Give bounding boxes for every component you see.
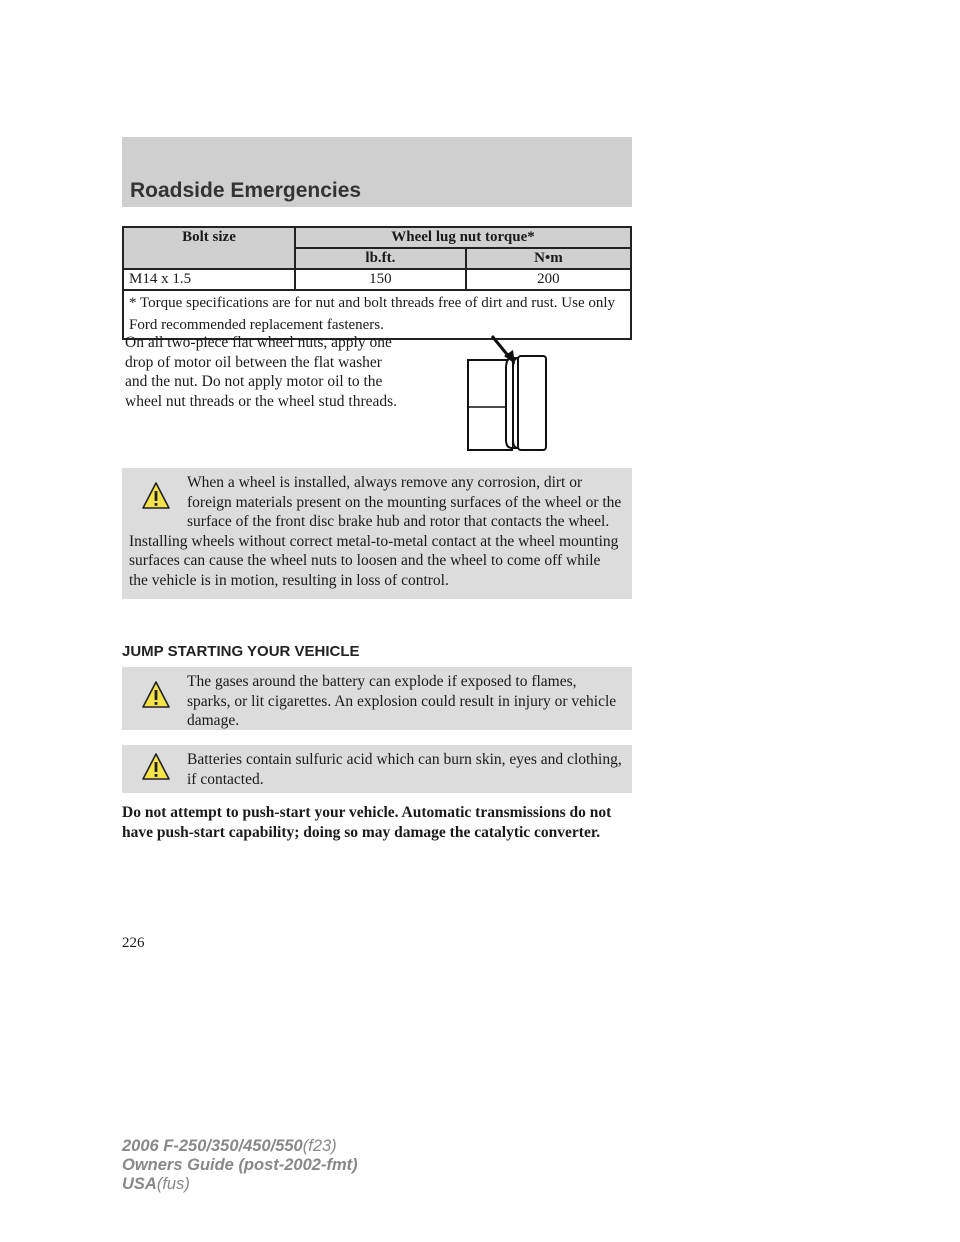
warning-box-battery-acid — [122, 745, 632, 793]
footer-line-region: USA(fus) — [122, 1175, 190, 1193]
torque-table — [122, 226, 632, 340]
warning-triangle-icon — [141, 752, 171, 782]
document-footer — [122, 1137, 358, 1194]
warning-triangle-icon — [141, 680, 171, 710]
column-header-torque: Wheel lug nut torque* — [295, 227, 631, 248]
push-start-notice: Do not attempt to push-start your vehicle. Automatic transmissions do not have push-start capability; doing so may damage the catalytic converter. — [122, 804, 612, 841]
warning-box-battery-gases — [122, 667, 632, 730]
table-row — [123, 269, 631, 290]
cell-bolt-size: M14 x 1.5 — [123, 269, 295, 290]
table-footnote-row — [123, 290, 631, 339]
column-header-lbft: lb.ft. — [295, 248, 466, 269]
warning-text: The gases around the battery can explode if exposed to flames, sparks, or lit cigarettes. An explosion could result in injury or vehicle damage. — [187, 673, 617, 729]
jump-start-heading: JUMP STARTING YOUR VEHICLE — [122, 643, 360, 660]
column-header-bolt-size: Bolt size — [123, 227, 295, 269]
warning-text: Batteries contain sulfuric acid which can burn skin, eyes and clothing, if contacted. — [187, 751, 622, 788]
column-header-nm: N•m — [466, 248, 631, 269]
warning-box-wheel-install — [122, 468, 632, 599]
oil-instruction-text: On all two-piece flat wheel nuts, apply one drop of motor oil between the flat washer and the nut. Do not apply motor oil to the wheel nut threads or the wheel stud threads. — [125, 334, 398, 410]
warning-triangle-icon — [141, 481, 171, 511]
warning-text: When a wheel is installed, always remove any corrosion, dirt or foreign materials present on the mounting surfaces of the wheel or the surface of the front disc brake hub and rotor that contacts the wheel. Installing wheels without correct metal-to-metal contact at the wheel mounting surfaces can cause the wheel nuts to loosen and the wheel to come off while the vehicle is in motion, resulting in loss of control. — [129, 474, 622, 589]
table-footnote: * Torque specifications are for nut and bolt threads free of dirt and rust. Use only Ford recommended replacement fasteners. — [123, 290, 631, 339]
footer-line-model: 2006 F-250/350/450/550(f23) — [122, 1137, 337, 1155]
cell-nm: 200 — [466, 269, 631, 290]
wheel-nut-diagram — [460, 334, 560, 452]
page-number: 226 — [122, 935, 145, 951]
table-header-row — [123, 227, 631, 248]
cell-lbft: 150 — [295, 269, 466, 290]
section-title: Roadside Emergencies — [130, 179, 362, 202]
footer-line-guide: Owners Guide (post-2002-fmt) — [122, 1156, 358, 1174]
